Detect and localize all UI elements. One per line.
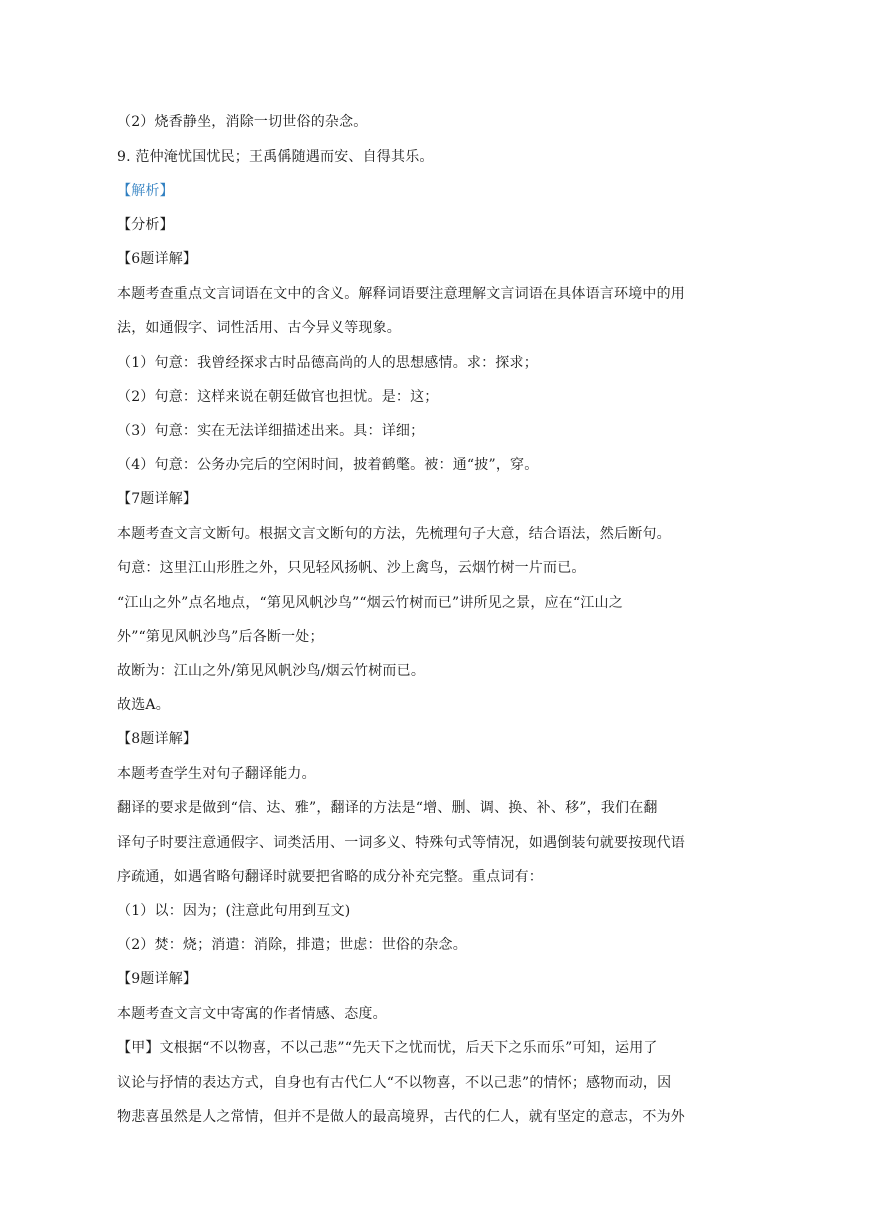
paragraph-line: 本题考查文言文断句。根据文言文断句的方法，先梳理句子大意，结合语法，然后断句。 <box>117 526 671 542</box>
section-heading-analysis: 【分析】 <box>117 217 174 233</box>
paragraph-line: 句意：这里江山形胜之外，只见轻风扬帆、沙上禽鸟，云烟竹树一片而已。 <box>117 560 586 576</box>
analysis-link[interactable]: 【解析】 <box>117 183 174 199</box>
paragraph-line: （1）句意：我曾经探求古时品德高尚的人的思想感情。求：探求； <box>117 355 538 371</box>
paragraph-line: （2）句意：这样来说在朝廷做官也担忧。是：这； <box>117 389 439 405</box>
answer-line-9: 9. 范仲淹忧国忧民；王禹偁随遇而安、自得其乐。 <box>117 149 434 165</box>
paragraph-line: 法，如通假字、词性活用、古今异义等现象。 <box>117 320 401 336</box>
paragraph-line: （3）句意：实在无法详细描述出来。具：详细； <box>117 423 425 439</box>
paragraph-line: 物悲喜虽然是人之常情，但并不是做人的最高境界，古代的仁人，就有坚定的意志，不为外 <box>117 1109 685 1125</box>
paragraph-line: 译句子时要注意通假字、词类活用、一词多义、特殊句式等情况，如遇倒装句就要按现代语 <box>117 835 685 851</box>
paragraph-line: （2）焚：烧；消遣：消除，排遣；世虑：世俗的杂念。 <box>117 937 467 953</box>
paragraph-line: 【甲】文根据“不以物喜，不以己悲”“先天下之忧而忧，后天下之乐而乐”可知，运用了 <box>117 1040 658 1056</box>
paragraph-line: 议论与抒情的表达方式，自身也有古代仁人“不以物喜，不以己悲”的情怀；感物而动，因 <box>117 1075 672 1091</box>
paragraph-line: （1）以：因为；(注意此句用到互文) <box>117 903 351 919</box>
paragraph-line: 本题考查学生对句子翻译能力。 <box>117 766 316 782</box>
paragraph-line: “江山之外”点名地点，“第见风帆沙鸟”“烟云竹树而已”讲所见之景，应在“江山之 <box>117 595 623 611</box>
section-heading-q7: 【7题详解】 <box>117 491 198 507</box>
paragraph-line: 本题考查文言文中寄寓的作者情感、态度。 <box>117 1006 387 1022</box>
section-heading-q6: 【6题详解】 <box>117 251 198 267</box>
paragraph-line: 外”“第见风帆沙鸟”后各断一处； <box>117 629 324 645</box>
paragraph-line: 翻译的要求是做到“信、达、雅”，翻译的方法是“增、删、调、换、补、移”，我们在翻 <box>117 800 658 816</box>
paragraph-line: 故断为：江山之外/第见风帆沙鸟/烟云竹树而已。 <box>117 663 426 679</box>
answer-line-8-2: （2）烧香静坐，消除一切世俗的杂念。 <box>117 114 368 130</box>
paragraph-line: 故选A。 <box>117 697 170 713</box>
paragraph-line: 本题考查重点文言词语在文中的含义。解释词语要注意理解文言词语在具体语言环境中的用 <box>117 286 685 302</box>
section-heading-q8: 【8题详解】 <box>117 731 198 747</box>
section-heading-q9: 【9题详解】 <box>117 971 198 987</box>
paragraph-line: 序疏通，如遇省略句翻译时就要把省略的成分补充完整。重点词有： <box>117 869 543 885</box>
paragraph-line: （4）句意：公务办完后的空闲时间，披着鹤氅。被：通“披”，穿。 <box>117 457 539 473</box>
